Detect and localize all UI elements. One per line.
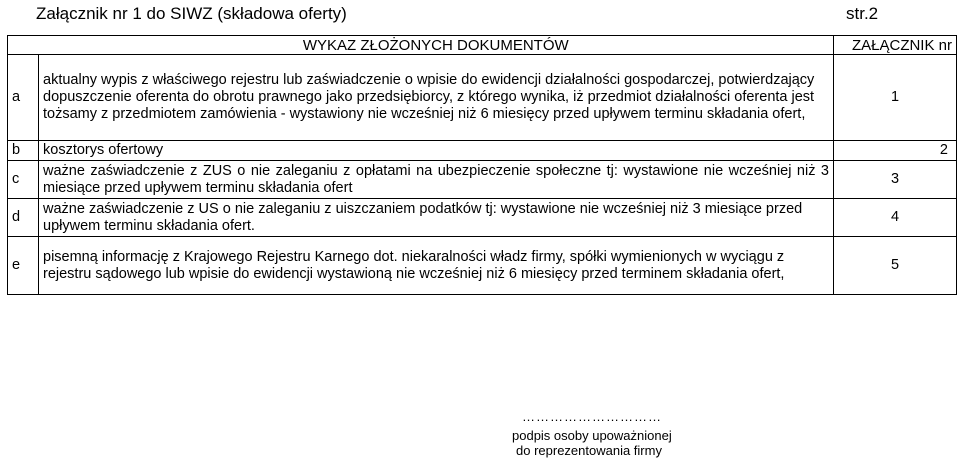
row-letter: d — [8, 199, 39, 237]
table-row — [8, 141, 957, 161]
row-number: 3 — [834, 161, 957, 199]
header-spacer — [8, 36, 39, 55]
row-number: 2 — [834, 141, 957, 161]
row-number: 1 — [834, 55, 957, 141]
page-header — [0, 0, 960, 30]
row-letter: a — [8, 55, 39, 141]
table-title: WYKAZ ZŁOŻONYCH DOKUMENTÓW — [39, 36, 834, 55]
table-header-row — [8, 36, 957, 55]
row-number: 4 — [834, 199, 957, 237]
row-number: 5 — [834, 237, 957, 295]
table-row — [8, 237, 957, 295]
row-letter: e — [8, 237, 39, 295]
table-row — [8, 55, 957, 141]
row-text: ważne zaświadczenie z ZUS o nie zaleganiu z opłatami na ubezpieczenie społeczne tj: wystawione nie wcześniej niż 3 miesiące przed upływem terminu składania ofert — [39, 161, 834, 199]
signature-dotted-line: ………………………… — [522, 409, 662, 424]
documents-table — [7, 35, 957, 295]
document-title: Załącznik nr 1 do SIWZ (składowa oferty) — [36, 4, 347, 23]
page-number: str.2 — [846, 4, 879, 23]
signature-label-line2: do reprezentowania firmy — [516, 443, 662, 458]
signature-label-line1: podpis osoby upoważnionej — [512, 428, 672, 443]
row-text: ważne zaświadczenie z US o nie zaleganiu z uiszczaniem podatków tj: wystawione nie wcześniej niż 3 miesiące przed upływem terminu składania ofert. — [39, 199, 834, 237]
row-text: kosztorys ofertowy — [39, 141, 834, 161]
row-letter: b — [8, 141, 39, 161]
column-header-attachment-nr: ZAŁĄCZNIK nr — [834, 36, 957, 55]
table-row — [8, 199, 957, 237]
table-row — [8, 161, 957, 199]
row-text: aktualny wypis z właściwego rejestru lub zaświadczenie o wpisie do ewidencji działalności gospodarczej, potwierdzający dopuszczenie oferenta do obrotu prawnego jako przedsiębiorcy, z którego wynika, iż przedmiot działalności oferenta jest tożsamy z przedmiotem zamówienia - wystawiony nie wcześniej niż 6 miesięcy przed upływem terminu składania ofert, — [39, 55, 834, 141]
row-text: pisemną informację z Krajowego Rejestru Karnego dot. niekaralności władz firmy, spółki wymienionych w wyciągu z rejestru sądowego lub wpisie do ewidencji wystawioną nie wcześniej niż 6 miesięcy przed terminem składania ofert, — [39, 237, 834, 295]
row-letter: c — [8, 161, 39, 199]
